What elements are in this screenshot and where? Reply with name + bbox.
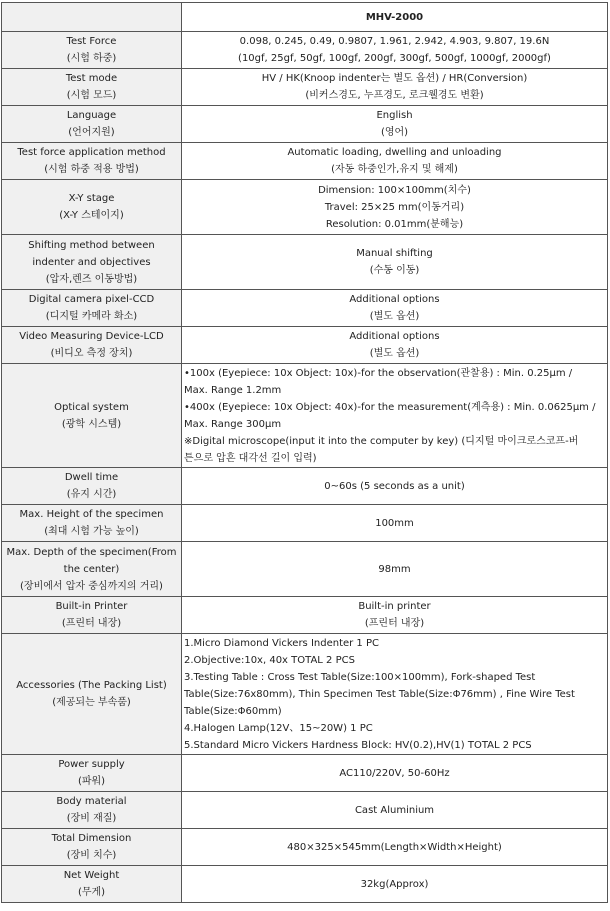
value-line: Additional options <box>349 331 440 342</box>
label-line: Test Force <box>66 36 117 47</box>
label-line: (X-Y 스테이지) <box>59 210 124 221</box>
value-line: Resolution: 0.01mm(분해능) <box>325 218 464 230</box>
label-line: Video Measuring Device-LCD <box>19 331 164 342</box>
row-label <box>2 542 182 597</box>
value-line: 100mm <box>375 517 414 529</box>
label-line: Max. Depth of the specimen(From <box>6 546 177 558</box>
row-value <box>182 755 608 792</box>
row-value <box>182 180 608 235</box>
row-label <box>2 364 182 468</box>
value-line: ※Digital microscope(input it into the computer by key) (디지털 마이크로스코프-버 <box>184 435 579 447</box>
spec-row-body-material <box>2 792 608 829</box>
header-row <box>2 3 608 32</box>
label-line: X-Y stage <box>68 193 115 204</box>
spec-row-test-force <box>2 32 608 69</box>
value-line: 2.Objective:10x, 40x TOTAL 2 PCS <box>184 654 355 666</box>
spec-row-xy-stage <box>2 180 608 235</box>
label-line: Total Dimension <box>51 833 132 844</box>
value-line: Cast Aluminium <box>354 804 435 816</box>
value-line: Table(Size:Φ60mm) <box>184 705 282 717</box>
spec-row-test-mode <box>2 69 608 106</box>
row-value <box>182 106 608 143</box>
spec-row-builtin-printer <box>2 597 608 634</box>
spec-row-test-force-method <box>2 143 608 180</box>
label-line: (디지털 카메라 화소) <box>45 311 138 322</box>
value-line: Built-in printer <box>358 601 431 612</box>
row-label <box>2 69 182 106</box>
label-line: Dwell time <box>64 472 119 483</box>
label-line: Body material <box>56 796 127 807</box>
value-line: 0.098, 0.245, 0.49, 0.9807, 1.961, 2.942, 4.903, 9.807, 19.6N <box>239 36 550 47</box>
label-line: (시험 하중 적용 방법) <box>44 164 139 175</box>
header-blank-cell <box>2 3 182 32</box>
label-line: (제공되는 부속품) <box>52 697 131 708</box>
label-line: (프린터 내장) <box>61 618 122 629</box>
spec-row-power-supply <box>2 755 608 792</box>
value-line: Dimension: 100×100mm(치수) <box>318 184 471 196</box>
label-line: indenter and objectives <box>32 256 151 268</box>
row-label <box>2 106 182 143</box>
value-line: (10gf, 25gf, 50gf, 100gf, 200gf, 300gf, 500gf, 1000gf, 2000gf) <box>238 53 551 64</box>
row-label <box>2 143 182 180</box>
label-line: (파워) <box>77 776 106 787</box>
row-label <box>2 829 182 866</box>
row-value <box>182 69 608 106</box>
value-line: 32kg(Approx) <box>360 878 429 890</box>
row-value <box>182 468 608 505</box>
label-line: Optical system <box>54 401 129 413</box>
row-value <box>182 143 608 180</box>
spec-row-language <box>2 106 608 143</box>
row-value <box>182 866 608 903</box>
row-value <box>182 542 608 597</box>
value-line: (비커스경도, 누프경도, 로크웰경도 변환) <box>305 90 484 101</box>
spec-row-shifting-method <box>2 235 608 290</box>
value-line: Max. Range 1.2mm <box>184 384 282 396</box>
label-line: (시험 하중) <box>66 53 117 64</box>
value-line: •100x (Eyepiece: 10x Object: 10x)-for the observation(관찰용) : Min. 0.25μm / <box>184 367 573 379</box>
label-line: Power supply <box>58 759 125 770</box>
spec-table <box>1 2 608 903</box>
row-label <box>2 866 182 903</box>
row-label <box>2 468 182 505</box>
value-line: Table(Size:76x80mm), Thin Specimen Test Table(Size:Φ76mm) , Fine Wire Test <box>184 688 575 700</box>
label-line: Accessories (The Packing List) <box>16 680 167 691</box>
row-label <box>2 290 182 327</box>
label-line: (장비 치수) <box>66 850 117 861</box>
row-label <box>2 597 182 634</box>
spec-row-optical-system <box>2 364 608 468</box>
value-line: (영어) <box>380 127 409 138</box>
value-line: Manual shifting <box>356 248 433 259</box>
spec-row-max-depth <box>2 542 608 597</box>
value-line: 3.Testing Table : Cross Test Table(Size:100×100mm), Fork-shaped Test <box>184 671 536 683</box>
value-line: 0~60s (5 seconds as a unit) <box>324 480 465 492</box>
spec-row-video-measuring <box>2 327 608 364</box>
label-line: (광학 시스템) <box>61 418 122 430</box>
row-value <box>182 505 608 542</box>
row-value <box>182 235 608 290</box>
spec-row-net-weight <box>2 866 608 903</box>
row-value <box>182 829 608 866</box>
row-label <box>2 235 182 290</box>
row-value <box>182 327 608 364</box>
value-line: 1.Micro Diamond Vickers Indenter 1 PC <box>184 637 379 649</box>
label-line: (장비에서 압자 중심까지의 거리) <box>20 580 163 592</box>
spec-row-dwell-time <box>2 468 608 505</box>
row-value <box>182 290 608 327</box>
value-line: Max. Range 300μm <box>184 418 282 430</box>
label-line: (비디오 측정 장치) <box>50 348 133 359</box>
label-line: Built-in Printer <box>55 601 128 612</box>
value-line: (별도 옵션) <box>369 311 420 322</box>
value-line: Travel: 25×25 mm(이동거리) <box>324 201 465 213</box>
spec-row-digital-camera <box>2 290 608 327</box>
label-line: Shifting method between <box>28 239 155 251</box>
model-title: MHV-2000 <box>182 3 608 32</box>
row-value <box>182 597 608 634</box>
value-line: 98mm <box>378 563 411 575</box>
label-line: Max. Height of the specimen <box>19 509 164 520</box>
row-label <box>2 755 182 792</box>
value-line: (프린터 내장) <box>364 618 425 629</box>
value-line: 5.Standard Micro Vickers Hardness Block: HV(0.2),HV(1) TOTAL 2 PCS <box>184 739 532 751</box>
value-line: AC110/220V, 50-60Hz <box>339 767 450 779</box>
value-line: •400x (Eyepiece: 10x Object: 40x)-for the measurement(계측용) : Min. 0.0625μm / <box>184 401 596 413</box>
value-line: 480×325×545mm(Length×Width×Height) <box>287 841 502 853</box>
value-line: Additional options <box>349 294 440 305</box>
value-line: (수동 이동) <box>369 265 420 276</box>
label-line: Test force application method <box>17 147 166 158</box>
row-value <box>182 792 608 829</box>
row-label <box>2 32 182 69</box>
label-line: (시험 모드) <box>66 90 117 101</box>
spec-row-total-dimension <box>2 829 608 866</box>
label-line: the center) <box>63 563 120 575</box>
spec-row-accessories <box>2 634 608 755</box>
label-line: (최대 시험 가능 높이) <box>44 526 139 537</box>
label-line: Net Weight <box>63 870 120 881</box>
value-line: 4.Halogen Lamp(12V、15~20W) 1 PC <box>184 722 373 734</box>
label-line: (압자,렌즈 이동방법) <box>45 273 138 285</box>
row-label <box>2 327 182 364</box>
row-label <box>2 505 182 542</box>
value-line: HV / HK(Knoop indenter는 별도 옵션) / HR(Conversion) <box>261 73 528 84</box>
label-line: Digital camera pixel-CCD <box>28 294 155 305</box>
row-label <box>2 180 182 235</box>
row-label <box>2 792 182 829</box>
row-value <box>182 32 608 69</box>
label-line: (유지 시간) <box>66 489 117 500</box>
value-line: 튼으로 압흔 대각선 길이 입력) <box>184 452 317 464</box>
value-line: English <box>376 110 413 121</box>
spec-row-max-height <box>2 505 608 542</box>
label-line: Test mode <box>65 73 118 84</box>
row-value <box>182 634 608 755</box>
value-line: (별도 옵션) <box>369 348 420 359</box>
row-label <box>2 634 182 755</box>
label-line: (언어지원) <box>68 127 115 138</box>
label-line: (무게) <box>77 887 106 898</box>
value-line: (자동 하중인가,유지 및 해제) <box>331 164 458 175</box>
row-value <box>182 364 608 468</box>
label-line: (장비 재질) <box>66 813 117 824</box>
value-line: Automatic loading, dwelling and unloading <box>287 147 502 158</box>
label-line: Language <box>66 110 117 121</box>
